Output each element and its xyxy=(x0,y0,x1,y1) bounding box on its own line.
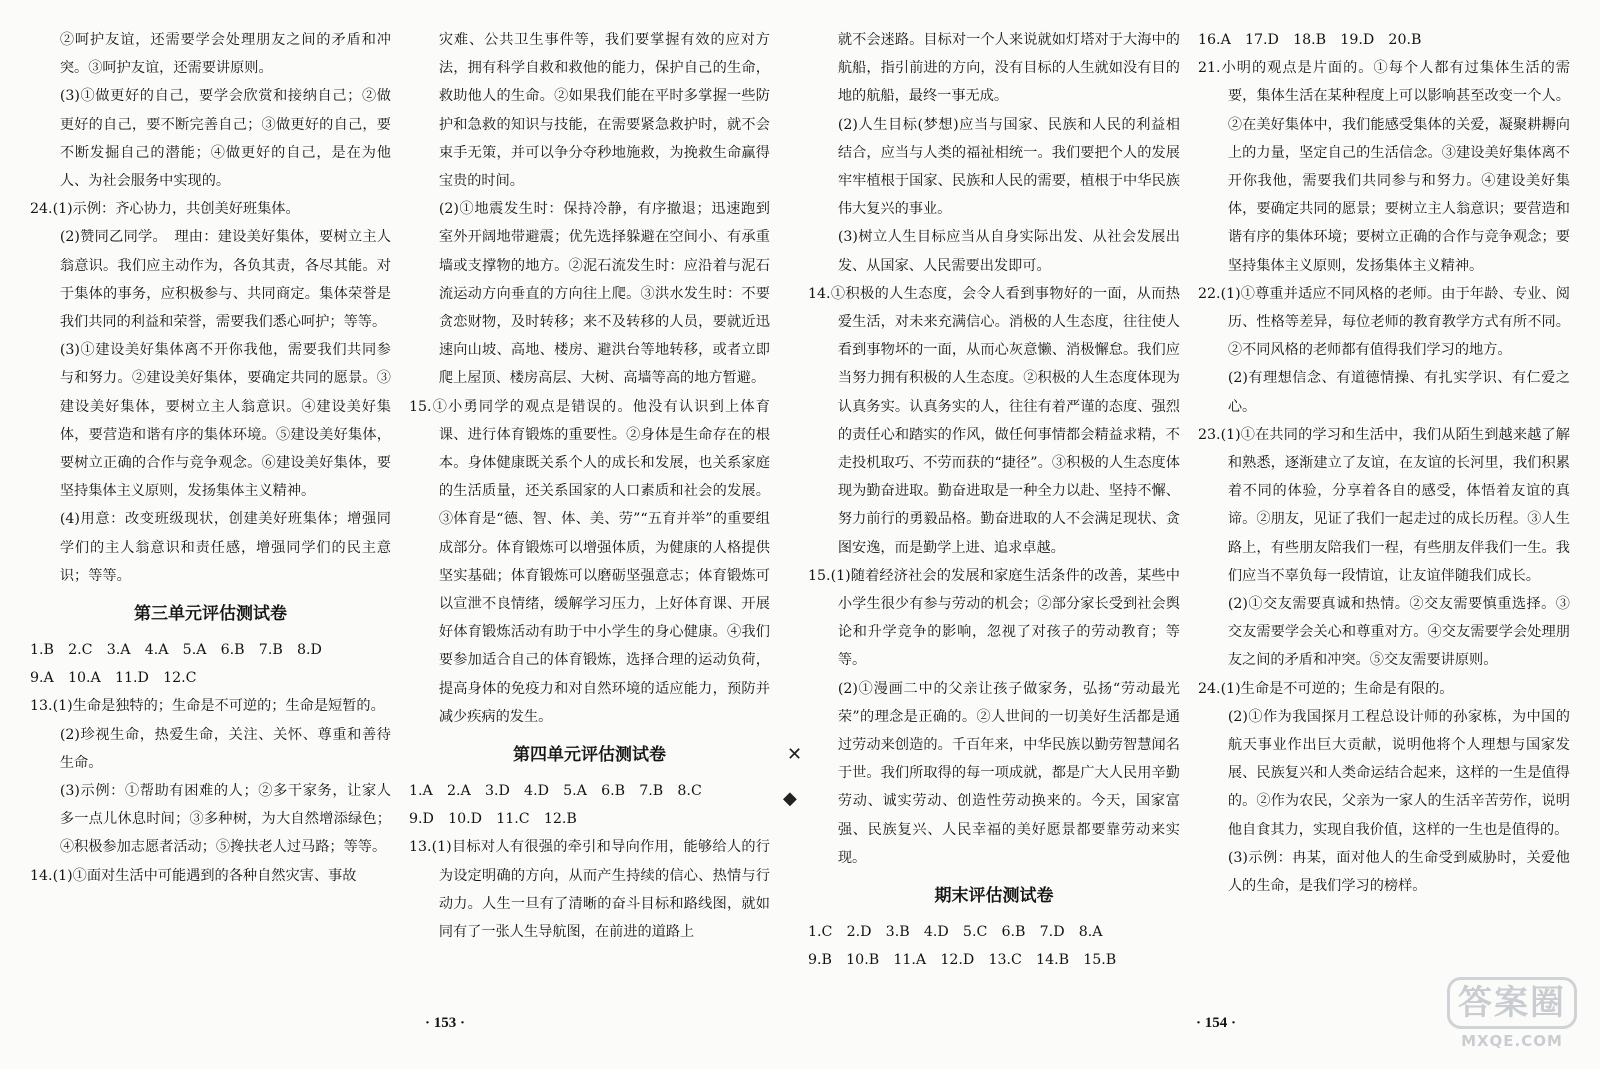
scan-mark-icon: ✕ xyxy=(787,744,803,765)
answer-paragraph: (2)①交友需要真诚和热情。②交友需要慎重选择。③交友需要学会关心和尊重对方。④交友需要学会处理朋友之间的矛盾和冲突。⑤交友需要讲原则。 xyxy=(1227,596,1570,669)
left-column-1 xyxy=(30,26,391,1026)
watermark-url: MXQE.COM xyxy=(1461,1032,1563,1050)
answer-paragraph: 23.(1)①在共同的学习和生活中，我们从陌生到越来越了解和熟悉，逐渐建立了友谊，在友谊的长河里，我们积累着不同的体验，分享着各自的感受，体悟着友谊的真谛。②朋友，见证了我们一起走过的成长历程。③人生路上，有些朋友陪我们一程，有些朋友伴我们一生。我们应当不辜负每一段情谊，让友谊伴随我们成长。 xyxy=(1198,426,1570,584)
answer-paragraph: 13.(1)目标对人有很强的牵引和导向作用，能够给人的行为设定明确的方向，从而产生持续的信心、热情与行动力。人生一旦有了清晰的奋斗目标和路线图，就如同有了一张人生导航图，在前进的道路上 xyxy=(409,839,770,941)
section-title-unit-3: 第三单元评估测试卷 xyxy=(134,604,287,625)
answer-paragraph: (3)示例：冉某，面对他人的生命受到威胁时，关爱他人的生命，是我们学习的榜样。 xyxy=(1227,849,1570,895)
answer-paragraph: 14.①积极的人生态度，会令人看到事物好的一面，从而热爱生活，对未来充满信心。消极的人生态度，往往使人看到事物坏的一面，从而心灰意懒、消极懈怠。我们应当努力拥有积极的人生态度。②积极的人生态度体现为认真务实。认真务实的人，往往有着严谨的态度、强烈的责任心和踏实的作风，做任何事情都会精益求精，不走投机取巧、不劳而获的“捷径”。③积极的人生态度体现为勤奋进取。勤奋进取是一种全力以赴、坚持不懈、努力前行的勇毅品格。勤奋进取的人不会满足现状、贪图安逸，而是勤学上进、追求卓越。 xyxy=(808,285,1180,556)
answer-paragraph: (3)①建设美好集体离不开你我他，需要我们共同参与和努力。②建设美好集体，要确定共同的愿景。③建设美好集体，要树立主人翁意识。④建设美好集体，要营造和谐有序的集体环境。⑤建设美好集体，要树立正确的合作与竞争观念。⑥建设美好集体，要坚持集体主义原则，发扬集体主义精神。 xyxy=(59,342,391,500)
answer-key-line: 9.D 10.D 11.C 12.B xyxy=(409,811,577,828)
right-column-1 xyxy=(808,26,1180,1026)
answer-paragraph: 22.(1)①尊重并适应不同风格的老师。由于年龄、专业、阅历、性格等差异，每位老师的教育教学方式有所不同。②不同风格的老师都有值得我们学习的地方。 xyxy=(1198,285,1570,359)
watermark-badge: 答案圈 xyxy=(1447,977,1577,1029)
answer-paragraph: (2)赞同乙同学。 理由：建设美好集体，要树立主人翁意识。我们应主动作为，各负其责，各尽其能。对于集体的事务，应积极参与、共同商定。集体荣誉是我们共同的利益和荣誉，需要我们悉心呵护；等等。 xyxy=(59,229,391,331)
answer-key-line: 1.B 2.C 3.A 4.A 5.A 6.B 7.B 8.D xyxy=(30,642,322,659)
answer-paragraph: (3)示例：①帮助有困难的人；②多干家务，让家人多一点儿休息时间；③多种树，为大自然增添绿色；④积极参加志愿者活动；⑤搀扶老人过马路；等等。 xyxy=(59,783,391,856)
page-153 xyxy=(30,26,770,1031)
answer-paragraph: 21.小明的观点是片面的。①每个人都有过集体生活的需要，集体生活在某种程度上可以影响甚至改变一个人。②在美好集体中，我们能感受集体的关爱，凝聚耕耨向上的力量，坚定自己的生活信念。③建设美好集体离不开你我他，需要我们共同参与和努力。④建设美好集体，要确定共同的愿景；要树立主人翁意识；要营造和谐有序的集体环境；要树立正确的合作与竞争观念；要坚持集体主义原则，发扬集体主义精神。 xyxy=(1198,60,1570,274)
answer-paragraph: (2)人生目标(梦想)应当与国家、民族和人民的利益相结合，应当与人类的福祉相统一。我们要把个人的发展牢牢植根于国家、民族和人民的需要，植根于中华民族伟大复兴的事业。 xyxy=(837,116,1180,218)
answer-paragraph: 15.①小勇同学的观点是错误的。他没有认识到上体育课、进行体育锻炼的重要性。②身体是生命存在的根本。身体健康既关系个人的成长和发展，也关系家庭的生活质量，还关系国家的人口素质和社会的发展。③体育是“德、智、体、美、劳”“五育并举”的重要组成部分。体育锻炼可以增强体质，为健康的人格提供坚实基础；体育锻炼可以磨砺坚强意志；体育锻炼可以宣泄不良情绪，缓解学习压力，上好体育课、开展好体育锻炼活动有助于中小学生的身心健康。④我们要参加适合自己的体育锻炼，选择合理的运动负荷，提高身体的免疫力和对自然环境的适应能力，预防并减少疾病的发生。 xyxy=(409,398,770,725)
answer-paragraph: (2)①漫画二中的父亲让孩子做家务，弘扬“劳动最光荣”的理念是正确的。②人世间的一切美好生活都是通过劳动来创造的。千百年来，中华民族以勤劳智慧闻名于世。我们所取得的每一项成就，都是广大人民用辛勤劳动、诚实劳动、创造性劳动换来的。今天，国家富强、民族复兴、人民幸福的美好愿景都要靠劳动来实现。 xyxy=(837,680,1180,866)
answer-paragraph: 灾难、公共卫生事件等，我们要掌握有效的应对方法，拥有科学自救和救他的能力，保护自己的生命，救助他人的生命。②如果我们能在平时多掌握一些防护和急救的知识与技能，在需要紧急救护时，就不会束手无策，并可以争分夺秒地施救，为挽救生命赢得宝贵的时间。 xyxy=(438,32,770,190)
scan-mark-icon: ◆ xyxy=(783,788,797,809)
answer-paragraph: (3)树立人生目标应当从自身实际出发、从社会发展出发、从国家、人民需要出发即可。 xyxy=(837,229,1180,274)
answer-paragraph: 14.(1)①面对生活中可能遇到的各种自然灾害、事故 xyxy=(30,867,357,884)
watermark-logo xyxy=(1442,977,1582,1061)
section-title-unit-4: 第四单元评估测试卷 xyxy=(513,745,666,766)
answer-key-line: 1.A 2.A 3.D 4.D 5.A 6.B 7.B 8.C xyxy=(409,783,702,800)
answer-paragraph: 24.(1)生命是不可逆的；生命是有限的。 xyxy=(1198,680,1454,697)
answer-paragraph: (2)①作为我国探月工程总设计师的孙家栋，为中国的航天事业作出巨大贡献，说明他将个人理想与国家发展、民族复兴和人类命运结合起来，这样的一生是值得的。②作为农民，父亲为一家人的生活辛苦劳作，说明他自食其力，实现自我价值，这样的一生也是值得的。 xyxy=(1227,708,1570,838)
answer-key-line: 16.A 17.D 18.B 19.D 20.B xyxy=(1198,32,1422,48)
answer-paragraph: (2)①地震发生时：保持冷静，有序撤退；迅速跑到室外开阔地带避震；优先选择躲避在空间小、有承重墙或支撑物的地方。②泥石流发生时：应沿着与泥石流运动方向垂直的方向往上爬。③洪水发生时：不要贪恋财物，及时转移；来不及转移的人员，要就近迅速向山坡、高地、楼房、避洪台等地转移，或者立即爬上屋顶、楼房高层、大树、高墙等高的地方暂避。 xyxy=(438,201,770,387)
right-column-2 xyxy=(1198,26,1570,1026)
page-number: · 154 · xyxy=(1196,1015,1237,1031)
answer-paragraph: (4)用意：改变班级现状，创建美好班集体；增强同学们的主人翁意识和责任感，增强同学们的民主意识；等等。 xyxy=(59,511,391,584)
page-154 xyxy=(808,26,1570,1031)
answer-paragraph: (3)①做更好的自己，要学会欣赏和接纳自己；②做更好的自己，要不断完善自己；③做更好的自己，要不断发掘自己的潜能；④做更好的自己，是在为他人、为社会服务中实现的。 xyxy=(59,88,391,190)
answer-paragraph: (2)珍视生命，热爱生命，关注、关怀、尊重和善待生命。 xyxy=(59,726,391,771)
answer-paragraph: 13.(1)生命是独特的；生命是不可逆的；生命是短暂的。 xyxy=(30,698,385,715)
answer-key-line: 1.C 2.D 3.B 4.D 5.C 6.B 7.D 8.A xyxy=(808,924,1103,941)
answer-paragraph: (2)有理想信念、有道德情操、有扎实学识、有仁爱之心。 xyxy=(1227,370,1570,415)
section-title-final: 期末评估测试卷 xyxy=(934,886,1054,907)
answer-paragraph: 24.(1)示例：齐心协力，共创美好班集体。 xyxy=(30,201,300,218)
answer-key-line: 9.A 10.A 11.D 12.C xyxy=(30,670,197,687)
answer-paragraph: 就不会迷路。目标对一个人来说就如灯塔对于大海中的航船，指引前进的方向，没有目标的人生就如没有目的地的航船，最终一事无成。 xyxy=(837,32,1180,105)
answer-paragraph: ②呵护友谊，还需要学会处理朋友之间的矛盾和冲突。③呵护友谊，还需要讲原则。 xyxy=(59,32,391,77)
page-number: · 153 · xyxy=(425,1015,466,1031)
left-column-2 xyxy=(409,26,770,1026)
answer-key-line: 9.B 10.B 11.A 12.D 13.C 14.B 15.B xyxy=(808,952,1117,969)
answer-paragraph: 15.(1)随着经济社会的发展和家庭生活条件的改善，某些中小学生很少有参与劳动的机会；②部分家长受到社会舆论和升学竞争的影响，忽视了对孩子的劳动教育；等等。 xyxy=(808,567,1180,669)
